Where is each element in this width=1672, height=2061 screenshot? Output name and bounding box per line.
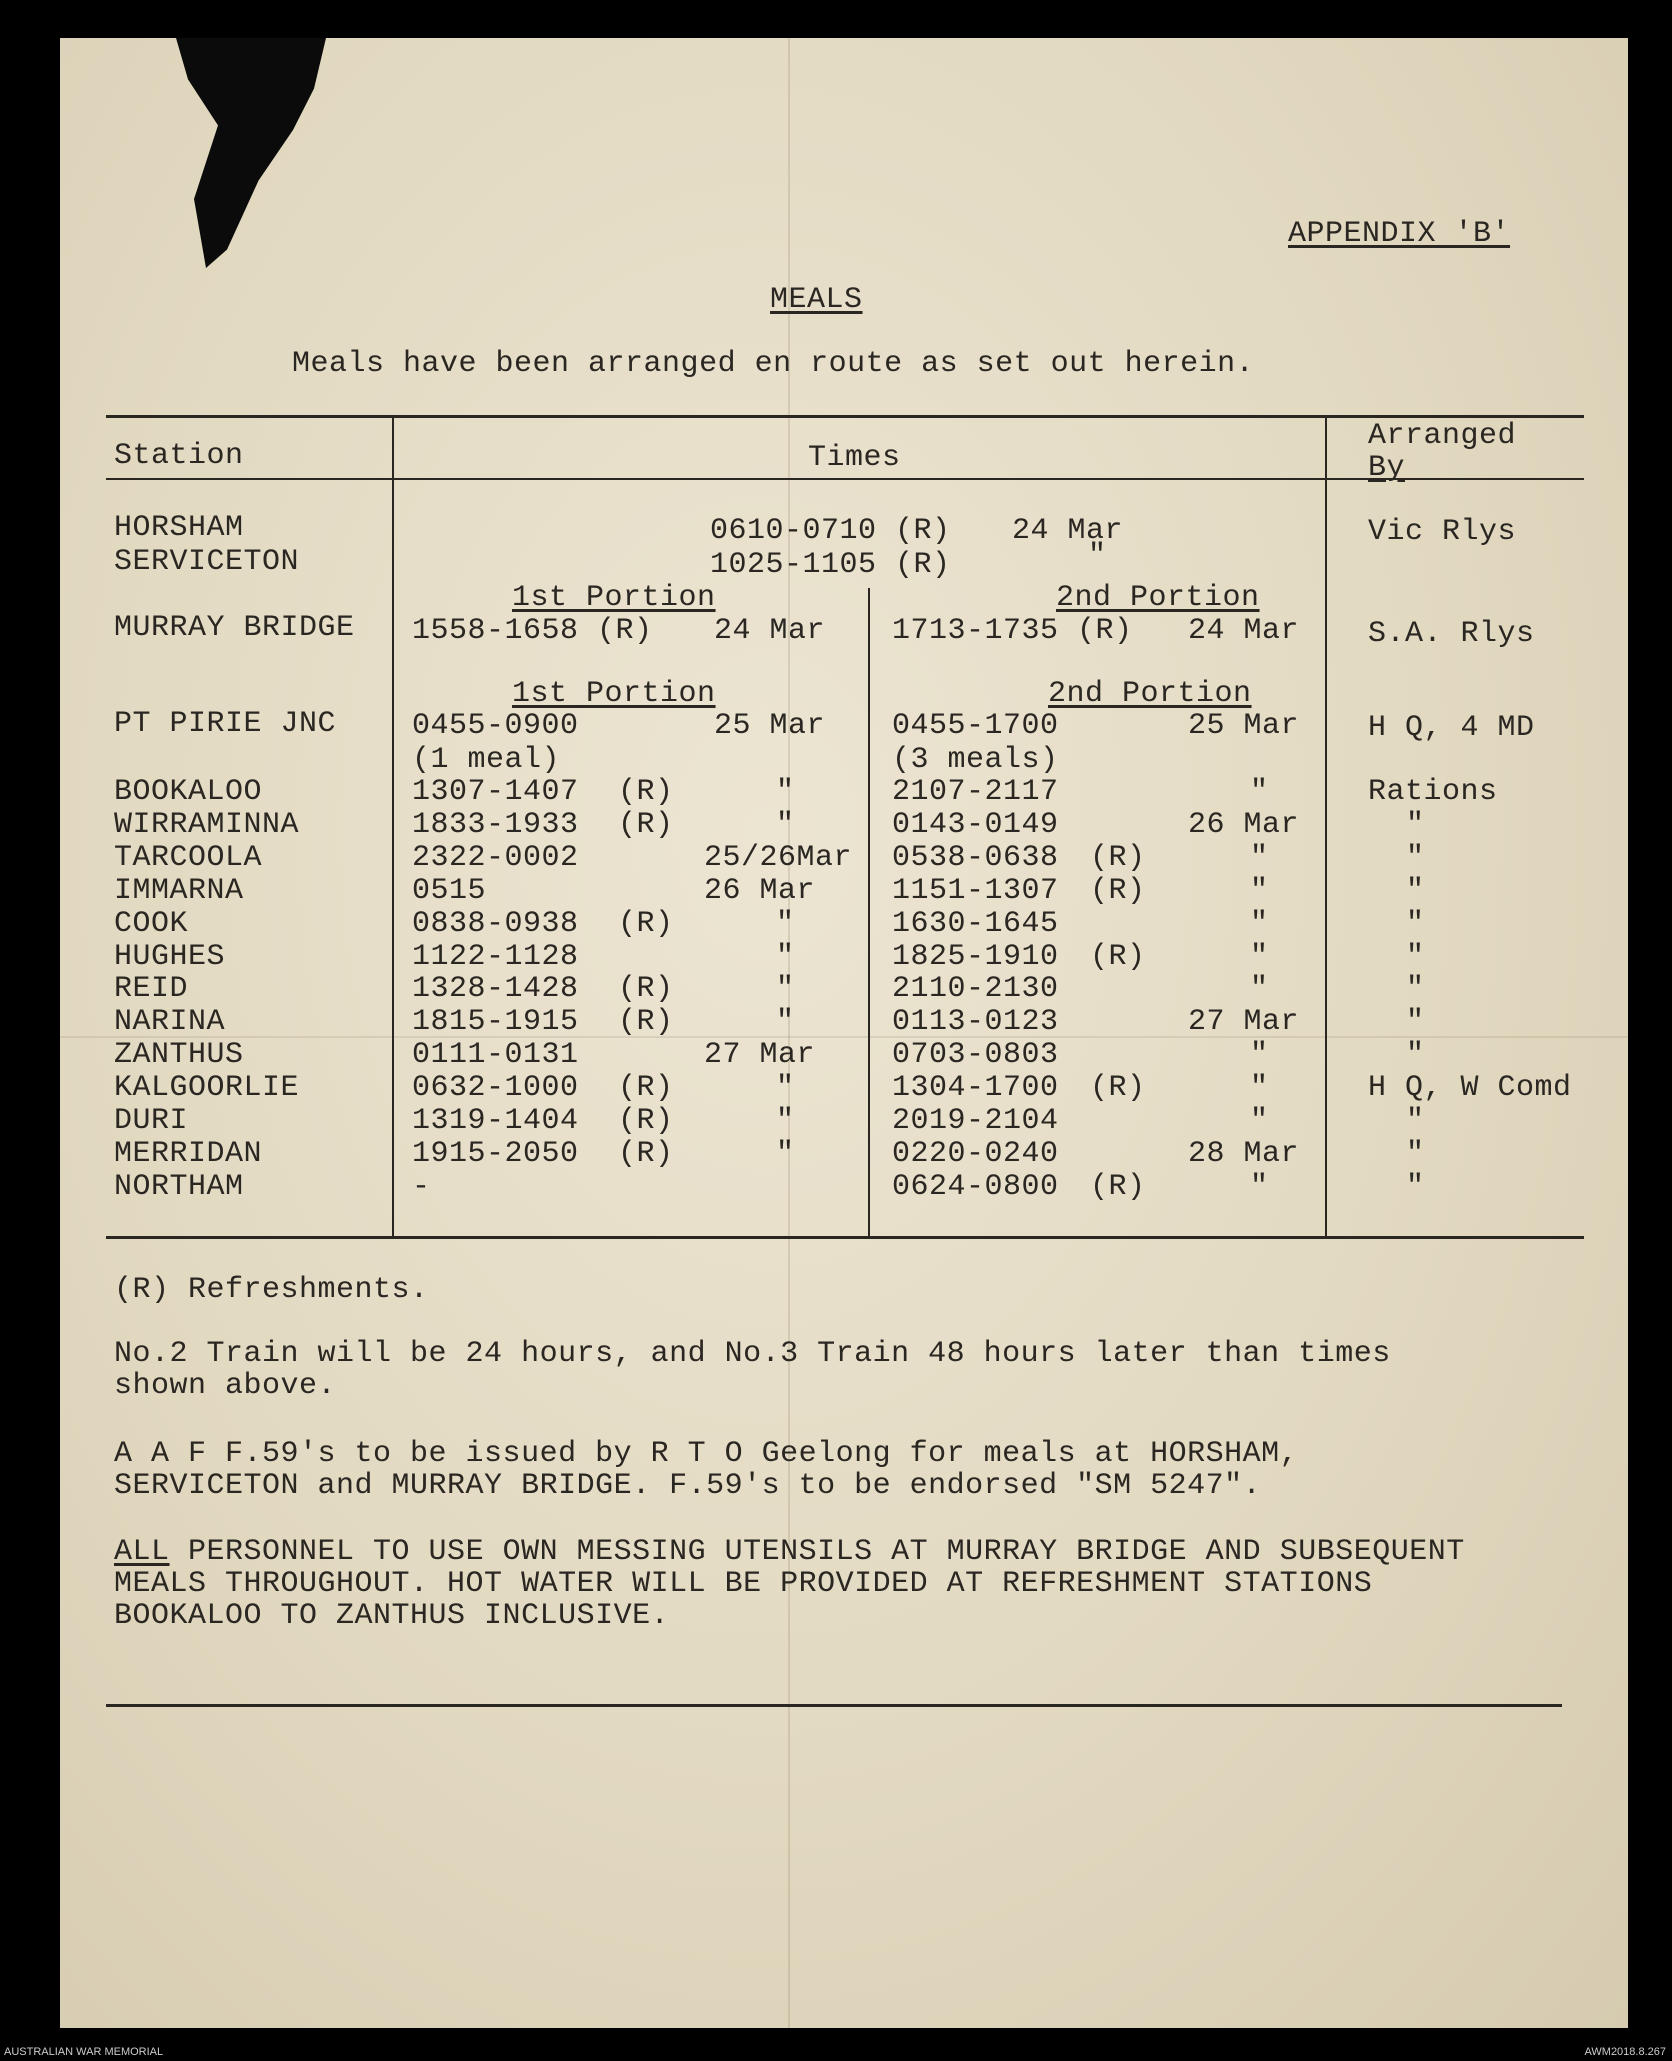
table-portion-divider bbox=[868, 588, 870, 1238]
legend-refreshments: (R) Refreshments. bbox=[114, 1273, 429, 1307]
p1-date-cell: " bbox=[776, 1137, 795, 1171]
station-murray-bridge: MURRAY BRIDGE bbox=[114, 611, 355, 645]
arranged-by-cell: " bbox=[1406, 907, 1425, 941]
p2-date-cell: " bbox=[1250, 874, 1269, 908]
p2-time-cell: 2019-2104 bbox=[892, 1104, 1059, 1138]
p1-time-cell: - bbox=[412, 1170, 431, 1204]
p1-date-cell: " bbox=[776, 775, 795, 809]
note-aaf-line-2: SERVICETON and MURRAY BRIDGE. F.59's to be endorsed "SM 5247". bbox=[114, 1469, 1262, 1503]
p1-date-cell: " bbox=[776, 972, 795, 1006]
arranged-by-cell: " bbox=[1406, 940, 1425, 974]
station-cell: REID bbox=[114, 972, 189, 1006]
station-cell: COOK bbox=[114, 907, 189, 941]
p1-time-cell: 0111-0131 bbox=[412, 1038, 579, 1072]
station-cell: NORTHAM bbox=[114, 1170, 244, 1204]
p2-date-pt-pirie: 25 Mar bbox=[1188, 709, 1300, 743]
p1-refresh-cell: (R) bbox=[618, 775, 674, 809]
p2-time-cell: 1825-1910 bbox=[892, 940, 1059, 974]
time-serviceton: 1025-1105 (R) bbox=[710, 548, 951, 582]
table-col-divider-2 bbox=[1325, 415, 1327, 1238]
p1-date-cell: " bbox=[776, 1071, 795, 1105]
header-by: By bbox=[1368, 451, 1406, 485]
station-cell: BOOKALOO bbox=[114, 775, 263, 809]
p1-date-cell: " bbox=[776, 907, 795, 941]
p1-time-murray-bridge: 1558-1658 (R) bbox=[412, 614, 653, 648]
p2-time-pt-pirie: 0455-1700 bbox=[892, 709, 1059, 743]
p1-time-cell: 0632-1000 bbox=[412, 1071, 579, 1105]
note-all-line-3: BOOKALOO TO ZANTHUS INCLUSIVE. bbox=[114, 1599, 670, 1633]
p1-date-pt-pirie: 25 Mar bbox=[714, 709, 826, 743]
arranged-pt-pirie: H Q, 4 MD bbox=[1368, 711, 1535, 745]
p2-date-cell: " bbox=[1250, 1170, 1269, 1204]
page-title: MEALS bbox=[770, 283, 863, 317]
p2-refresh-cell: (R) bbox=[1090, 1170, 1146, 1204]
p1-date-cell: " bbox=[776, 1005, 795, 1039]
station-cell: NARINA bbox=[114, 1005, 226, 1039]
p1-refresh-cell: (R) bbox=[618, 808, 674, 842]
p1-time-cell: 1319-1404 bbox=[412, 1104, 579, 1138]
arranged-by-cell: " bbox=[1406, 1137, 1425, 1171]
table-bottom-rule bbox=[106, 1236, 1584, 1239]
intro-text: Meals have been arranged en route as set out herein. bbox=[292, 347, 1255, 381]
p1-date-cell: 27 Mar bbox=[704, 1038, 816, 1072]
p2-date-cell: " bbox=[1250, 972, 1269, 1006]
station-serviceton: SERVICETON bbox=[114, 545, 300, 579]
note-train-line-2: shown above. bbox=[114, 1369, 337, 1403]
p2-date-cell: " bbox=[1250, 1038, 1269, 1072]
p2-time-cell: 2110-2130 bbox=[892, 972, 1059, 1006]
station-cell: HUGHES bbox=[114, 940, 226, 974]
portion-2-label: 2nd Portion bbox=[1056, 581, 1260, 615]
arranged-by-cell: " bbox=[1406, 874, 1425, 908]
p1-date-cell: " bbox=[776, 940, 795, 974]
p2-time-cell: 1304-1700 bbox=[892, 1071, 1059, 1105]
date-horsham: 24 Mar bbox=[1012, 514, 1124, 548]
p1-refresh-cell: (R) bbox=[618, 1137, 674, 1171]
arranged-by-cell: Rations bbox=[1368, 775, 1498, 809]
p1-date-cell: " bbox=[776, 1104, 795, 1138]
p1-note-pt-pirie: (1 meal) bbox=[412, 743, 561, 777]
note-all-line-1 bbox=[114, 1536, 1465, 1568]
p2-time-cell: 1151-1307 bbox=[892, 874, 1059, 908]
header-station: Station bbox=[114, 439, 244, 473]
p2-time-cell: 0113-0123 bbox=[892, 1005, 1059, 1039]
paper-sheet bbox=[60, 38, 1628, 2028]
footer-right: AWM2018.8.267 bbox=[1584, 2046, 1666, 2058]
arranged-by-cell: H Q, W Comd bbox=[1368, 1071, 1572, 1105]
p1-time-cell: 1307-1407 bbox=[412, 775, 579, 809]
p1-refresh-cell: (R) bbox=[618, 972, 674, 1006]
date-serviceton: " bbox=[1088, 539, 1107, 573]
table-header-rule bbox=[106, 478, 1584, 480]
p1-time-pt-pirie: 0455-0900 bbox=[412, 709, 579, 743]
p2-date-cell: 26 Mar bbox=[1188, 808, 1300, 842]
p2-time-cell: 0538-0638 bbox=[892, 841, 1059, 875]
p2-time-murray-bridge: 1713-1735 (R) bbox=[892, 614, 1133, 648]
p2-date-cell: 28 Mar bbox=[1188, 1137, 1300, 1171]
p1-refresh-cell: (R) bbox=[618, 907, 674, 941]
p1-refresh-cell: (R) bbox=[618, 1071, 674, 1105]
footer-left: AUSTRALIAN WAR MEMORIAL bbox=[4, 2046, 164, 2058]
p2-time-cell: 2107-2117 bbox=[892, 775, 1059, 809]
p1-time-cell: 1328-1428 bbox=[412, 972, 579, 1006]
arranged-by-cell: " bbox=[1406, 1104, 1425, 1138]
p2-time-cell: 0624-0800 bbox=[892, 1170, 1059, 1204]
p1-date-cell: 25/26Mar bbox=[704, 841, 853, 875]
table-top-rule bbox=[106, 415, 1584, 418]
p2-time-cell: 0220-0240 bbox=[892, 1137, 1059, 1171]
p2-refresh-cell: (R) bbox=[1090, 841, 1146, 875]
p2-date-cell: " bbox=[1250, 841, 1269, 875]
arranged-horsham: Vic Rlys bbox=[1368, 515, 1517, 549]
arranged-by-cell: " bbox=[1406, 808, 1425, 842]
p1-time-cell: 0838-0938 bbox=[412, 907, 579, 941]
note-all-emphasis: ALL bbox=[114, 1535, 170, 1569]
p2-refresh-cell: (R) bbox=[1090, 1071, 1146, 1105]
p1-time-cell: 1815-1915 bbox=[412, 1005, 579, 1039]
arranged-by-cell: " bbox=[1406, 1038, 1425, 1072]
portion-1-label: 1st Portion bbox=[512, 581, 716, 615]
p2-time-cell: 1630-1645 bbox=[892, 907, 1059, 941]
arranged-by-cell: " bbox=[1406, 841, 1425, 875]
p2-date-cell: " bbox=[1250, 775, 1269, 809]
p1-time-cell: 2322-0002 bbox=[412, 841, 579, 875]
p2-date-cell: " bbox=[1250, 907, 1269, 941]
arranged-murray-bridge: S.A. Rlys bbox=[1368, 617, 1535, 651]
appendix-label: APPENDIX 'B' bbox=[1288, 217, 1511, 251]
p2-date-cell: 27 Mar bbox=[1188, 1005, 1300, 1039]
portion-2-label-pirie: 2nd Portion bbox=[1048, 677, 1252, 711]
p2-refresh-cell: (R) bbox=[1090, 874, 1146, 908]
station-cell: DURI bbox=[114, 1104, 189, 1138]
portion-1-label-pirie: 1st Portion bbox=[512, 677, 716, 711]
p2-time-cell: 0703-0803 bbox=[892, 1038, 1059, 1072]
p1-time-cell: 1833-1933 bbox=[412, 808, 579, 842]
p2-date-murray-bridge: 24 Mar bbox=[1188, 614, 1300, 648]
station-cell: MERRIDAN bbox=[114, 1137, 263, 1171]
station-cell: IMMARNA bbox=[114, 874, 244, 908]
p1-time-cell: 1915-2050 bbox=[412, 1137, 579, 1171]
table-col-divider-1 bbox=[392, 415, 394, 1238]
arranged-by-cell: " bbox=[1406, 1005, 1425, 1039]
p2-date-cell: " bbox=[1250, 940, 1269, 974]
p1-time-cell: 0515 bbox=[412, 874, 487, 908]
note-all-line-2: MEALS THROUGHOUT. HOT WATER WILL BE PROVIDED AT REFRESHMENT STATIONS bbox=[114, 1567, 1373, 1601]
station-horsham: HORSHAM bbox=[114, 511, 244, 545]
station-cell: ZANTHUS bbox=[114, 1038, 244, 1072]
p2-note-pt-pirie: (3 meals) bbox=[892, 743, 1059, 777]
p1-refresh-cell: (R) bbox=[618, 1104, 674, 1138]
p1-time-cell: 1122-1128 bbox=[412, 940, 579, 974]
arranged-by-cell: " bbox=[1406, 972, 1425, 1006]
arranged-by-cell: " bbox=[1406, 1170, 1425, 1204]
note-aaf-line-1: A A F F.59's to be issued by R T O Geelong for meals at HORSHAM, bbox=[114, 1437, 1299, 1471]
time-horsham: 0610-0710 (R) bbox=[710, 514, 951, 548]
note-train-line-1: No.2 Train will be 24 hours, and No.3 Train 48 hours later than times bbox=[114, 1337, 1391, 1371]
p1-date-cell: " bbox=[776, 808, 795, 842]
note-all-line-1-text: PERSONNEL TO USE OWN MESSING UTENSILS AT MURRAY BRIDGE AND SUBSEQUENT bbox=[169, 1535, 1465, 1569]
p1-date-cell: 26 Mar bbox=[704, 874, 816, 908]
p2-date-cell: " bbox=[1250, 1104, 1269, 1138]
station-cell: WIRRAMINNA bbox=[114, 808, 300, 842]
fold-crease-horizontal bbox=[60, 1036, 1628, 1038]
header-arranged: Arranged bbox=[1368, 419, 1517, 453]
p2-time-cell: 0143-0149 bbox=[892, 808, 1059, 842]
header-times: Times bbox=[808, 441, 901, 475]
p2-date-cell: " bbox=[1250, 1071, 1269, 1105]
station-pt-pirie: PT PIRIE JNC bbox=[114, 707, 337, 741]
station-cell: TARCOOLA bbox=[114, 841, 263, 875]
p1-date-murray-bridge: 24 Mar bbox=[714, 614, 826, 648]
closing-rule bbox=[106, 1704, 1562, 1707]
p2-refresh-cell: (R) bbox=[1090, 940, 1146, 974]
station-cell: KALGOORLIE bbox=[114, 1071, 300, 1105]
p1-refresh-cell: (R) bbox=[618, 1005, 674, 1039]
